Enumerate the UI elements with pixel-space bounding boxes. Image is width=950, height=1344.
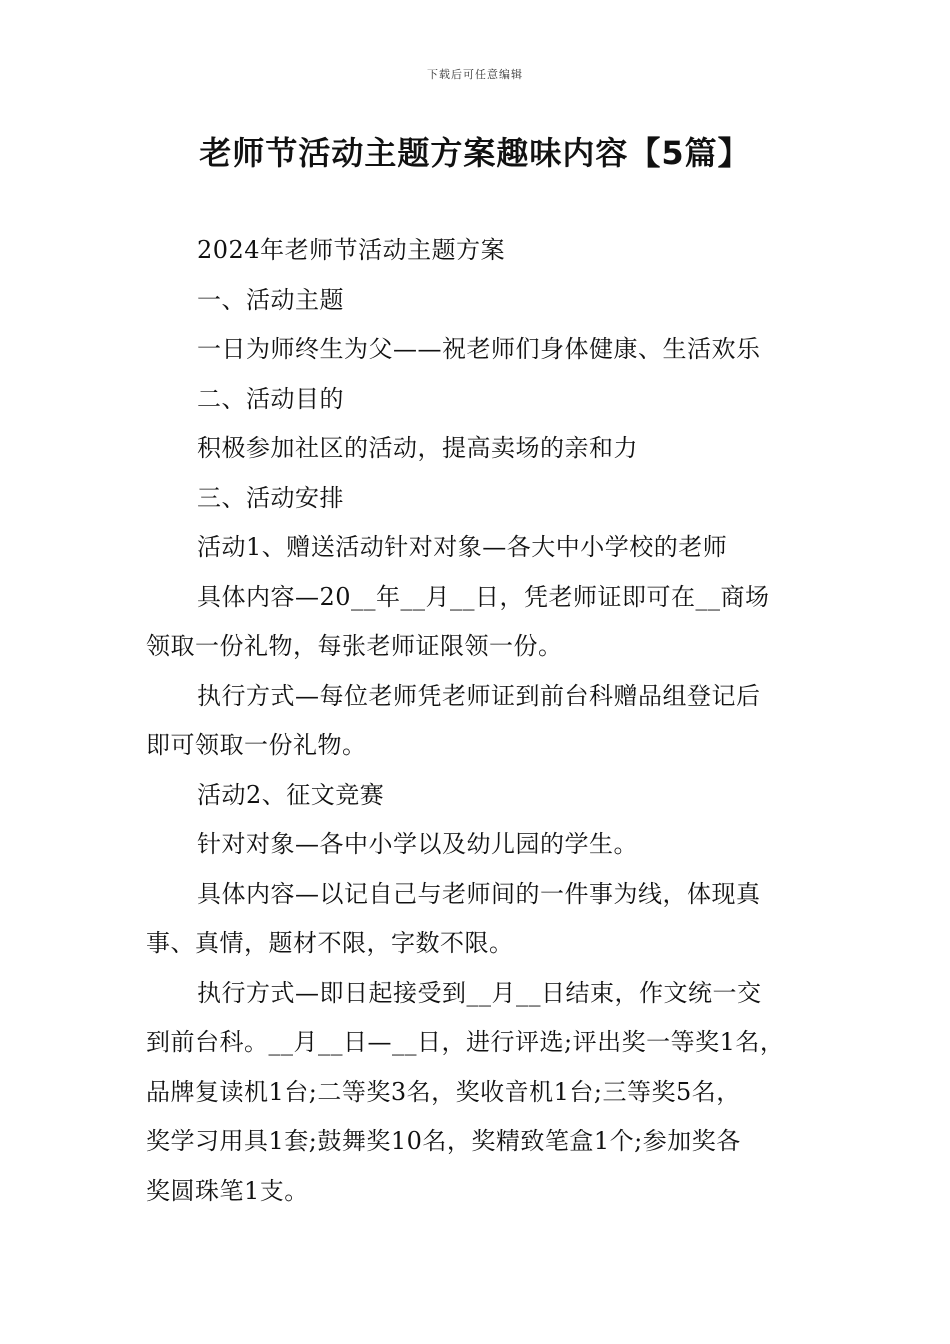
paragraph-line: 到前台科。__月__日—__日，进行评选;评出奖一等奖1名， bbox=[146, 1028, 785, 1056]
paragraph-line: 具体内容—20__年__月__日，凭老师证即可在__商场 bbox=[197, 582, 770, 611]
paragraph-line: 活动2、征文竞赛 bbox=[197, 780, 385, 809]
document-title: 老师节活动主题方案趣味内容【5篇】 bbox=[199, 134, 751, 172]
paragraph-line: 奖学习用具1套;鼓舞奖10名，奖精致笔盒1个;参加奖各 bbox=[146, 1127, 741, 1155]
paragraph-line: 事、真情，题材不限，字数不限。 bbox=[146, 929, 514, 957]
document-body bbox=[146, 226, 810, 1216]
paragraph-line: 具体内容—以记自己与老师间的一件事为线，体现真 bbox=[197, 879, 761, 908]
paragraph-line: 积极参加社区的活动，提高卖场的亲和力 bbox=[197, 434, 638, 462]
header-note: 下载后可任意编辑 bbox=[427, 68, 523, 81]
paragraph-line: 活动1、赠送活动针对对象—各大中小学校的老师 bbox=[197, 533, 728, 561]
paragraph-line: 一日为师终生为父——祝老师们身体健康、生活欢乐 bbox=[197, 335, 761, 363]
paragraph-line: 领取一份礼物，每张老师证限领一份。 bbox=[146, 632, 563, 660]
section-heading: 二、活动目的 bbox=[197, 384, 344, 413]
paragraph-line: 即可领取一份礼物。 bbox=[146, 731, 367, 759]
section-heading: 2024年老师节活动主题方案 bbox=[197, 236, 506, 264]
section-heading: 一、活动主题 bbox=[197, 285, 344, 314]
section-heading: 三、活动安排 bbox=[197, 483, 344, 512]
paragraph-line: 执行方式—即日起接受到__月__日结束，作文统一交 bbox=[197, 978, 762, 1007]
paragraph-line: 针对对象—各中小学以及幼儿园的学生。 bbox=[197, 830, 638, 858]
paragraph-line: 品牌复读机1台;二等奖3名，奖收音机1台;三等奖5名， bbox=[146, 1077, 741, 1106]
paragraph-line: 执行方式—每位老师凭老师证到前台科赠品组登记后 bbox=[197, 681, 761, 710]
paragraph-line: 奖圆珠笔1支。 bbox=[146, 1176, 309, 1205]
